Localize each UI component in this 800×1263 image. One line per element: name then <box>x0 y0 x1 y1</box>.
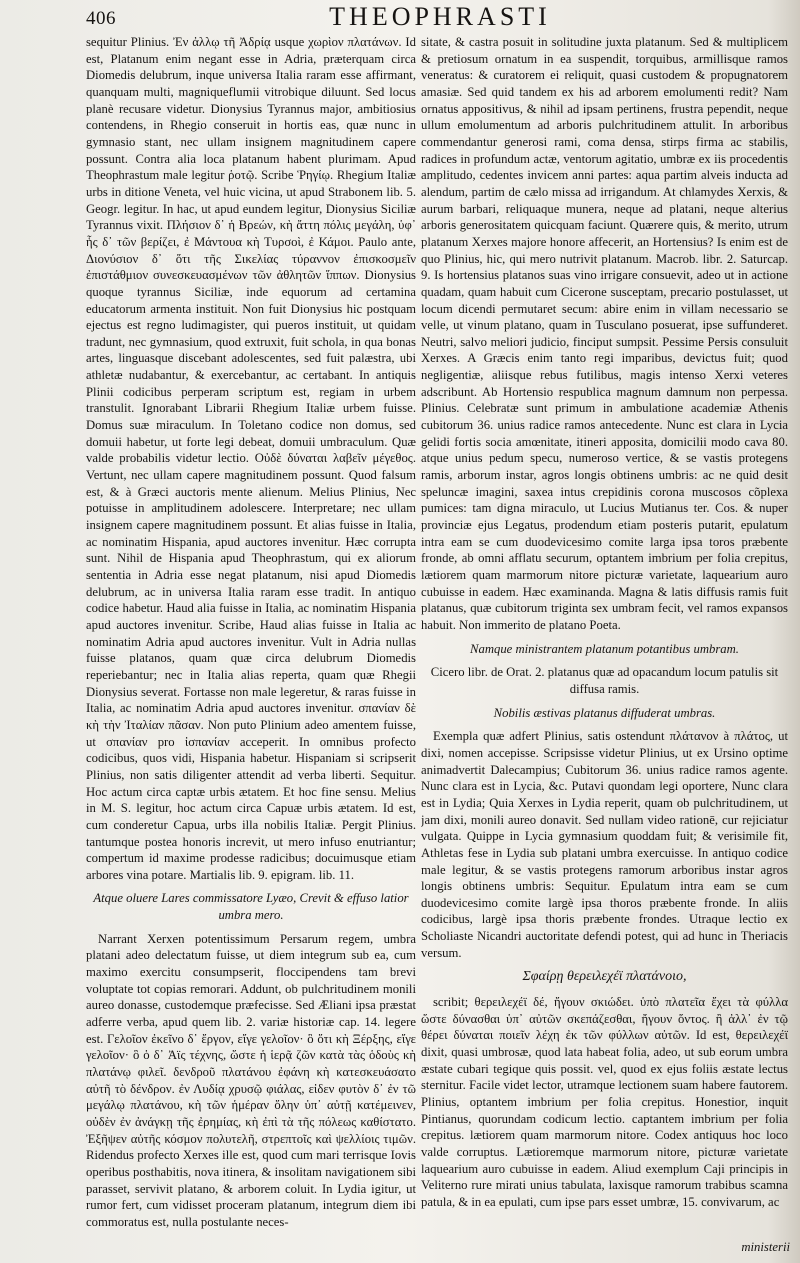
running-head: THEOPHRASTI <box>329 2 551 31</box>
right-greek-quote: Σφαίρῃ θερειλεχέϊ πλατάνοιο, <box>522 969 687 985</box>
right-verse-quote-2: Nobilis æstivas platanus diffuderat umbras. <box>493 705 716 720</box>
left-paragraph-1: sequitur Plinius. Ἐν ἀλλῳ τῆ Ἀδρίᾳ usque χωρὶον πλατάνων. Id est, Platanum enim negant esse in Adria, præterquam circa Diomedis delubrum, inque universa Italia raram esse affirmant, quanquam multi, magniqueflumii vitrobique diluunt. Sed locus planè recusare videtur. Dionysius Tyrannus major, ambitiosius contendens, in Rhegio conseruit in hortis eas, quæ nunc in gymnasio stant, nec ullam insignem magnitudinem capere possunt. Contra alia loca platanum habent plurimam. Apud Theophrastum male legitur ῥοτῷ. Scribe Ῥηγίῳ. Rhegium Italiæ urbs in ditione Veneta, vel huic vicina, ut apud Strabonem lib. 5. Geogr. legitur. In hac, ut apud eundem legitur, Dionysius Siciliæ Tyrannus vixit. Πλήσιον δ᾽ ἡ Βρεών, κὴ ἄττη πόλις μεγάλη, ὑφ᾽ ἧς δ᾽ τῶν βερίζει, ἐ Μάντουα κὴ Τυρσοὶ, ἐ Κάμοι. Paulo ante, Διονύσιον δ᾽ ὅτι τῆς Σικελίας τύραννον ἐπισκοσμεῖν ἐπιστάθμιον συνεσκευασμένων τῶν ἀθλητῶν ἵππων. Dionysius quoque tyrannus Siciliæ, inde equorum ad certamina educatorum armenta instituit. Non fuit Dionysius hic postquam ejectus est regno ludimagister, qui pueros instituit, ut quidam tradunt, nec gymnasium, quod extruxit, fuit schola, in qua bonas artes, linguasque discebant adolescentes, sed fuit palæstra, ubi athletæ nudabantur, & exercebantur, ac certabant. In antiquis Plinii codicibus perperam scriptum est, regiam in urbem transtulit. Ignorabant Librarii Rhegium Italiæ urbem fuisse. Domus suæ miraculum. In Toletano codice non domus, sed domuii habetur, ut forte legi debeat, domuii umbraculum. Quæ valde probabilis videtur lectio. Οὐδὲ δύναται λαβεῖν μέγεθος. Vertunt, nec ullam capere magnitudinem possunt. Quod falsum est, & à Græci auctoris mente alienum. Melius Plinius, Nec potuisse in amplitudinem adolescere. Interpretare; nec ullam insignem capere magnitudinem possunt. Et alias fuisse in Italia, ac nominatim Hispania, apud auctores invenitur. Hæc corrupta sunt. Nihil de Hispania apud Theophrastum, qui ex aliorum sententia in Adria esse negat platanum, nisi apud Diomedis delubrum, ac in universa Italia raram esse tradit. In antiquo codice habetur. Haud alia fuisse in Italia, ac nominatim Hispania apud auctores invenitur. Scribe, Haud alias fuisse in Italia ac nominatim Adria apud auctores invenitur. Vult in Adria nullas fuisse platanos, quam quæ circa delubrum Diomedis reperiebantur; nec in Italia alias reperta, quam quæ Rhegii Dionysius severat. Fortasse non male legeretur, & raras fuisse in Italia, ac nominatim Adria apud auctores invenitur. σπανίαν δὲ κὴ τὴν Ἰταλίαν πᾶσαν. Non puto Plinium adeo amentem fuisse, ut σπανίαν pro ἰσπανίαν acceperit. In omnibus profecto codicibus, quos vidi, Hispania habetur. Hispaniam si scripserit Plinius, non satis diligenter attendit ad verba liberti. Sequitur. Hoc actum circa captæ urbis ætatem. Et hoc fine sensu. Melius in M. S. legitur, hoc actum circa Capuæ urbis ætatem. Id est, cum conderetur Capua, urbs illa nobilis Italiæ. Pergit Plinius. tantumque postea honoris increvit, ut mero infuso enutriantur; compertum id maxime prodesse radicibus; docuimusque etiam arbores vina potare. Martialis lib. 9. epigram. lib. 11. <box>86 35 416 882</box>
right-column <box>421 34 788 1255</box>
page-number: 406 <box>86 8 116 29</box>
left-paragraph-2: Narrant Xerxen potentissimum Persarum regem, umbra platani adeo delectatum fuisse, ut diem integrum sub ea, cum maximo exercitu consumpserit, floccipendens tam brevi voluptate tot copias remorari. Addunt, ob pulchritudinem monili aureo donasse, custodemque præfecisse. Sed Æliani ipsa præstat adferre verba, apud quem lib. 2. variæ historiæ cap. 14. legere est. Γελοῖον ἐκεῖνο δ᾽ ἔργον, εἴγε γελοῖον· ὃ ὅτι κὴ Ξέρξης, εἴγε γελοῖον· ὃ ὁ δ᾽ Ἀϊς τέχνης, ὥστε ἡ ἱερᾷ ζῶν κατὰ τὰς ὁδοὺς κὴ πλατάνῳ φιλεῖ. δενδροῦ πλατάνου ἐφάνη κὴ κατεσκευάσατο αὐτῆ τὸ δένδρον. ἐν Λυδίᾳ χρυσῷ φιάλας, εἰδεν φυτὸν δ᾽ ἐν τῶ μεγάλῳ πλατάνου, κὴ τῶν ἡμέραν ὅλην ὑπ᾽ αὐτῇ κατέμεινεν, οὐδὲν ἐν ἀνάγκῃ τῆς ἐρημίας, κὴ ἐπὶ τὰ τῆς πόλεως καθίστατο. Ἐξῆψεν αὐτῆς κόσμον πολυτελῆ, στρεπτοῖς καὶ ψελλίοις τιμῶν. Ridendus profecto Xerxes ille est, quod cum mari terrisque Iovis operibus posthabitis, nova itinera, & insolitam navigationem sibi parasset, servivit platano, & arborem coluit. In Lydia igitur, ut rumor fert, cum vidisset proceram platanum, integrum diem ibi commoratus est, nulla postulante neces- <box>86 931 416 1229</box>
right-cicero-quote: Cicero libr. de Orat. 2. platanus quæ ad opacandum locum patulis sit diffusa ramis. <box>430 665 779 696</box>
page-header <box>86 2 794 32</box>
catchword: ministerii <box>741 1240 790 1254</box>
left-verse-quote: Atque oluere Lares commissatore Lyæo, Crevit & effuso latior umbra mero. <box>93 891 409 923</box>
left-column <box>86 34 416 1255</box>
right-paragraph-2: Exempla quæ adfert Plinius, satis ostendunt πλάτανον à πλάτος, ut dixi, nomen accepisse. Scripsisse videtur Plinius, ut ex Ursino optime animadvertit Dalecampius; Cubitorum 36. unius radice ramos agente. Nunc clara est in Lycia, &c. Putavi quondam legi oportere, Nunc clara est in Lydia; Quia Xerxes in Lydia reperit, quam ob pulchritudinem, ut jam dixi, monili aureo donavit. Sed nullam video rationē, cur rejiciatur vulgata. Quippe in Lycia gymnasium quoddam fuit; & verisimile fit, Athletas fese in Lydia sub platani umbra exercuisse. In antiquo codice male legitur, & se vastis protegens ramorum arboribus instar agros longis obtinens umbris: Sequitur. Epulatum intra eam se cum duodevicesimo comite largè ipsa thoros præbente fronde. In aliis codicibus, largè ipsa thoris præbente frondes. Utraque lectio ex Scholiaste Nicandri auctoritate defendi potest, qui ad hunc in Theriacis versum. <box>421 729 788 960</box>
right-paragraph-1: sitate, & castra posuit in solitudine juxta platanum. Sed & multiplicem & pretiosum ornatum in ea suspendit, torquibus, armillisque ramos veneratus: & curatorem ei reliquit, quasi custodem & propugnatorem amasiæ. Sed quid tandem ex his ad arborem emolumenti redit? Nam ornatus appositivus, & nihil ad ipsam pertinens, frustra pependit, neque ullum emolumentum ad arboris pulchritudinem attulit. In arboribus commendantur generosi rami, coma densa, stirps firma ac stabilis, radices in profundum actæ, ventorum agitatio, umbræ ex iis procedentis amplitudo, cedentes invicem anni partes: aqua partim alveis inducta ad alendum, partim de cælo missa ad irrigandum. At chlamydes Xerxis, & aurum barbari, reliquaque munera, neque ad platani, neque alterius arboris generositatem quicquam faciunt. Quærere quis, & merito, utrum platanum Xerxes majore honore affecerit, an Hortensius? Is enim est de quo Plinius, hic, qui mero nutrivit platanum. Macrob. libr. 2. Saturcap. 9. Is hortensius platanos suas vino irrigare consuevit, adeo ut in actione quadam, quam habuit cum Cicerone susceptam, precario postulasset, ut locum dicendi permutaret secum: abire enim in villam necessario se velle, ut vinum platano, quam in Tusculano posuerat, ipse suffunderet. Neutri, salvo meliori judicio, finciput sumpsit. Pessime Persis consuluit Xerxes. A Græcis enim tanto regi imparibus, devictus fuit; quod negligentiæ, aliisque rebus futilibus, magis intenso Xerxi veteres adscribunt. Ab Hortensio respublica magnum damnum non perpessa. Plinius. Celebratæ sunt primum in ambulatione academiæ Athenis cubitorum 36. unius radice ramos antecedente. Nunc est clara in Lycia gelidi fortis socia amœnitate, itineri apposita, domicilii modo cava 80. atque unius pedum specu, numeroso vertice, & se vastis protegens ramis, arborum instar, agros longis obtinens umbris: ac ne quid desit speluncæ imagini, saxea intus crepidinis corona muscosos cõplexa pumices: tam digna miraculo, ut Lucius Mutianus ter. Cos. & nuper provinciæ ejus Legatus, prodendum etiam posteris putarit, epulatum intra eam se cum duodevicesimo comite larga ipsa toros præbente fronde, ab omni afflatu securum, optantem imbrium per folia crepitus, lætiorem quam marmorum nitore picturæ varietate, laquearium auro cubuisse in eadem. Hæc examinanda. Magna & latis diffusis ramis fuit platanus, quæ cubitorum triginta sex umbram fecit, vel ramos expansos habuit. Non immerito de platano Poeta. <box>421 35 788 632</box>
right-paragraph-3: scribit; θερειλεχέϊ δέ, ἤγουν σκιώδει. ὑπὸ πλατεῖα ἔχει τὰ φύλλα ὥστε δύνασθαι ὑπ᾽ αὐτῶν σκεπάζεσθαι, ἤγουν ὅντος. ἢ ἀλλ᾽ ἐν τῷ θέρει δύναται ποιεῖν λέχη ἐκ τῶν φύλλων αὐτῶν. Id est, θερειλεχέϊ dixit, quasi umbrosæ, quod lata habeat folia, adeo, ut sub eorum umbra æstate cubari tegique quis possit. vel, quod ex ejus foliis æstate lectus sternitur. Facile videt lector, utramque lectionem suam habere fautorem. Plinius, optantem imbrium per folia crepitus. Honestior, inquit Pintianus, quorundam codicum lectio. captantem imbrium per folia crepitus. lætiorem quam marmorum nitore. Codex antiquus hoc loco valde corruptus. Lætioremque marmorum nitore, picturæ varietate laquearium auro cubuisse in eadem. Aliud exemplum Caji principis in Veliterno rure mirati unius tabulata, laxisque ramorum trabibus scamna patula, & in ea epulati, cum ipse pars esset umbræ, 15. convivarum, ac <box>421 995 788 1209</box>
right-verse-quote-1: Namque ministrantem platanum potantibus umbram. <box>470 641 739 656</box>
